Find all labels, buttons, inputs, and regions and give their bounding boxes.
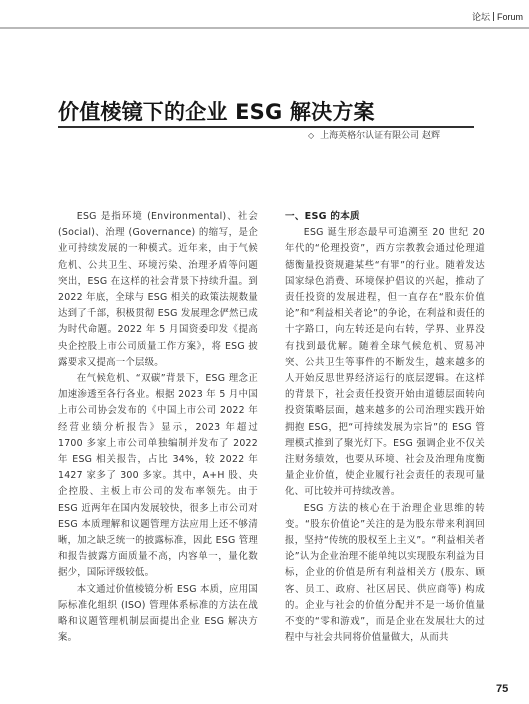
- right-column: [285, 209, 485, 646]
- article-title: 价值棱镜下的企业 ESG 解决方案: [58, 100, 375, 124]
- title-underline: [58, 126, 474, 128]
- paragraph: ESG 是指环境 (Environmental)、社会 (Social)、治理 (Governance) 的缩写，是企业可持续发展的一种模式。近年来，由于气候危机、公共卫生、环境污染、治理矛盾等问题突出，ESG 在这样的社会背景下持续升温。到 2022 年底，全球与 ESG 相关的政策法规数量达到了千部，积极贯彻 ESG 发展理念俨然已成为时代命题。2022 年 5 月国资委印发《提高央企控股上市公司质量工作方案》，将 ESG 披露要求又提高一个层级。: [58, 211, 258, 368]
- section-label-cn: 论坛: [472, 13, 491, 23]
- section-tag: [472, 8, 523, 26]
- diamond-icon: ◇: [308, 131, 315, 140]
- section-heading: 一、ESG 的本质: [285, 211, 360, 222]
- author-affiliation: 上海英格尔认证有限公司 赵辉: [320, 131, 441, 141]
- left-column: [58, 209, 258, 646]
- paragraph: ESG 诞生形态最早可追溯至 20 世纪 20 年代的“伦理投资”，西方宗教教会通过伦理道德衡量投资规避某些“有罪”的行业。随着发达国家绿色消费、环境保护倡议的兴起，推动了责任投资的发展进程，但一直存在“股东价值论”和“利益相关者论”的争论，在利益和责任的十字路口，向左转还是向右转，学界、业界没有找到最优解。随着全球气候危机、贸易冲突、公共卫生等事件的不断发生，越来越多的人开始反思世界经济运行的底层逻辑。在这样的背景下，社会责任投资开始由道德层面转向投资策略层面，越来越多的公司治理实践开始拥抱 ESG，把“可持续发展为宗旨”的 ESG 管理模式推到了聚光灯下。ESG 强调企业不仅关注财务绩效，也要从环境、社会及治理角度衡量企业价值，使企业履行社会责任的表现可量化、可比较并可持续改善。: [285, 227, 485, 498]
- paragraph: ESG 方法的核心在于治理企业思维的转变。“股东价值论”关注的是为股东带来利润回报，坚持“传统的股权至上主义”。“利益相关者论”认为企业治理不能单纯以实现股东利益为目标，企业的价值是所有利益相关方 (股东、顾客、员工、政府、社区居民、供应商等) 构成的。企业与社会的价值分配并不是一场价值量不变的“零和游戏”，而是企业在发展壮大的过程中与社会共同将价值量做大，从而共: [285, 502, 485, 644]
- byline: [308, 129, 440, 143]
- paragraph: 本文通过价值棱镜分析 ESG 本质，应用国际标准化组织 (ISO) 管理体系标准的方法在战略和议题管理机制层面提出企业 ESG 解决方案。: [58, 583, 258, 644]
- page-number: 75: [496, 683, 509, 695]
- section-divider: [493, 12, 494, 21]
- paragraph: 在气候危机、“双碳”背景下，ESG 理念正加速渗透至各行各业。根据 2023 年 5 月中国上市公司协会发布的《中国上市公司 2022 年经营业绩分析报告》显示，2023 年超过 1700 多家上市公司单独编制并发布了 2022 年 ESG 相关报告，占比 34%，较 2022 年 1427 家多了 300 多家。其中，A+H 股、央企控股、主板上市公司的发布率领先。由于 ESG 近两年在国内发展较快，很多上市公司对 ESG 本质理解和议题管理方法应用上还不够清晰，加之缺乏统一的披露标准，因此 ESG 管理和报告披露方面质量不高，内容单一，量化数据少，国际评级较低。: [58, 373, 258, 579]
- header-rule: [0, 27, 529, 29]
- section-label-en: Forum: [497, 12, 524, 22]
